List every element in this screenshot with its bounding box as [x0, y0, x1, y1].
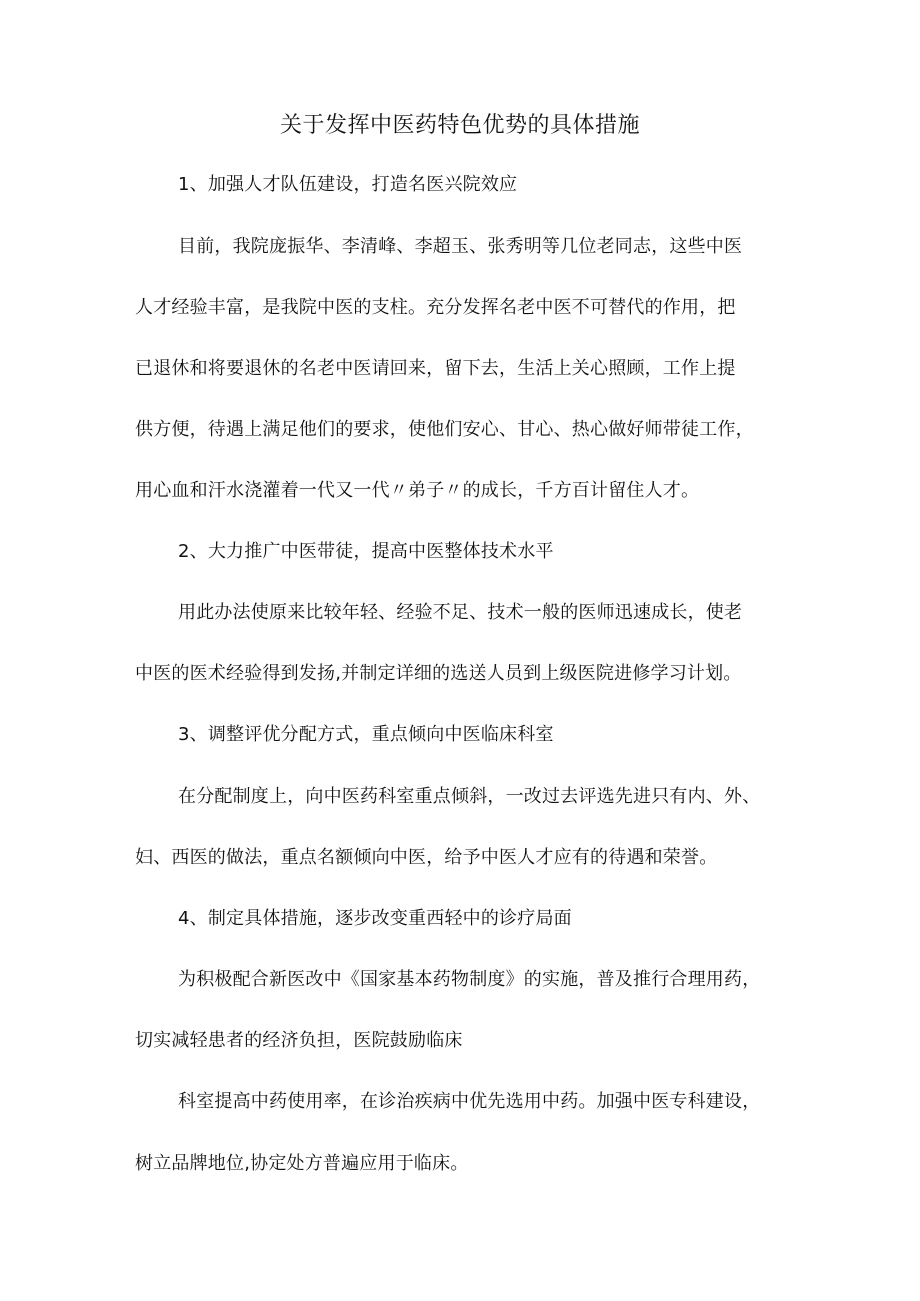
paragraph-line: 目前，我院庞振华、李清峰、李超玉、张秀明等几位老同志，这些中医 [178, 236, 743, 257]
paragraph-line: 中医的医术经验得到发扬,并制定详细的选送人员到上级医院进修学习计划。 [135, 663, 742, 684]
section-heading-3: 3、调整评优分配方式，重点倾向中医临床科室 [178, 724, 554, 745]
paragraph-line: 在分配制度上，向中医药科室重点倾斜，一改过去评选先进只有内、外、 [178, 786, 761, 807]
paragraph-line: 树立品牌地位,协定处方普遍应用于临床。 [135, 1153, 469, 1174]
section-heading-4: 4、制定具体措施，逐步改变重西轻中的诊疗局面 [178, 908, 572, 929]
paragraph-line: 用心血和汗水浇灌着一代又一代〃弟子〃的成长，千方百计留住人才。 [135, 480, 700, 501]
paragraph-line: 为积极配合新医改中《国家基本药物制度》的实施，普及推行合理用药， [178, 969, 761, 990]
paragraph-line: 切实减轻患者的经济负担，医院鼓励临床 [135, 1030, 463, 1051]
section-heading-2: 2、大力推广中医带徒，提高中医整体技术水平 [178, 541, 554, 562]
paragraph-line: 人才经验丰富，是我院中医的支柱。充分发挥名老中医不可替代的作用，把 [135, 297, 736, 318]
paragraph-line: 用此办法使原来比较年轻、经验不足、技术一般的医师迅速成长，使老 [178, 602, 743, 623]
paragraph-line: 已退休和将要退休的名老中医请回来，留下去，生活上关心照顾，工作上提 [135, 358, 736, 379]
section-heading-1: 1、加强人才队伍建设，打造名医兴院效应 [178, 174, 518, 195]
document-title: 关于发挥中医药特色优势的具体措施 [279, 113, 640, 138]
paragraph-line: 妇、西医的做法，重点名额倾向中医，给予中医人才应有的待遇和荣誉。 [135, 847, 718, 868]
paragraph-line: 供方便，待遇上满足他们的要求，使他们安心、甘心、热心做好师带徒工作， [135, 419, 754, 440]
paragraph-line: 科室提高中药使用率，在诊治疾病中优先选用中药。加强中医专科建设， [178, 1091, 761, 1112]
